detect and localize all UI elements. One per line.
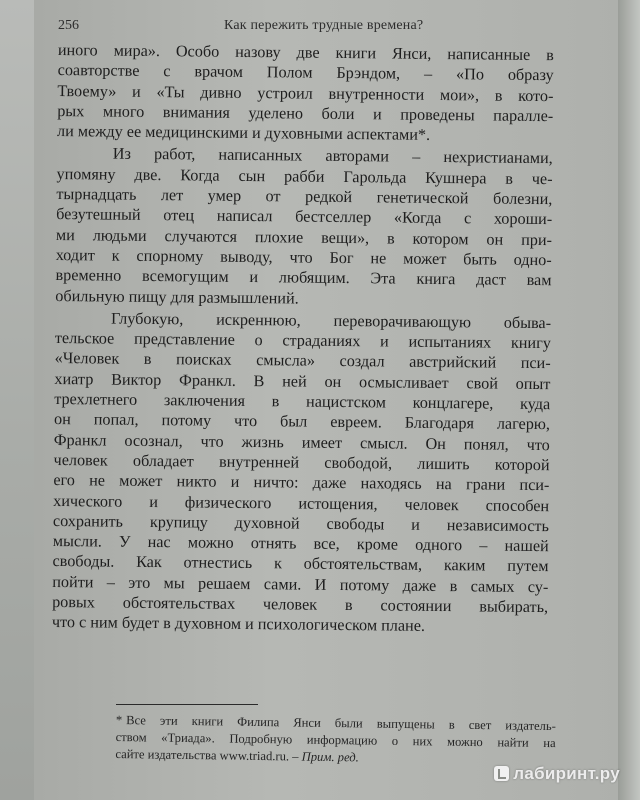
paragraph [55, 143, 553, 311]
paragraph [52, 308, 551, 638]
text-line: мысли. У нас можно отнять все, кроме одного – нашей [52, 532, 549, 556]
footnote-line: сайте издательства www.triad.ru. – [115, 746, 299, 764]
text-line: хического и физического истощения, человек способен [53, 491, 550, 515]
text-line: тырнадцать лет умер от редкой генетической болезни, [56, 185, 553, 209]
text-line: соавторстве с врачом Полом Брэндом, – «По образу [57, 61, 554, 85]
text-line: ми людьми случаются плохие вещи», в котором он при- [55, 225, 553, 249]
text-line: «Человек в поисках смысла» создал австрийский пси- [54, 349, 551, 373]
text-line: обильную пищу для размышлений. [55, 286, 299, 308]
text-line: ходит к спорному выводу, что Бог не может быть одно- [55, 245, 552, 270]
text-line: Франкл осознал, что жизнь имеет смысл. Он понял, что [53, 430, 550, 454]
text-line: трехлетнего заключения в нацистском концлагере, куда [54, 390, 551, 414]
body-text [52, 40, 554, 638]
text-line: сохранить крупицу духовной свободы и независимость [52, 511, 550, 535]
footnote-line: ством «Триада». Подробную информацию о них можно найти на [115, 729, 556, 751]
text-line: Твоему» и «Ты дивно устроил внутренности мои», в кото- [57, 81, 554, 105]
watermark-logo [494, 764, 620, 784]
running-title: Как пережить трудные времена? [224, 18, 424, 33]
text-line: упомяну две. Когда сын рабби Гарольда Кушнера в че- [56, 164, 553, 188]
footnote-separator [116, 704, 258, 705]
page-edge [618, 0, 640, 800]
text-line: ровых обстоятельствах человек в состоянии выбирать, [52, 592, 549, 617]
text-line: что с ним будет в духовном и психологическом плане. [51, 613, 426, 636]
text-line: его не может никто и ничто: даже находясь на грани пси- [53, 471, 550, 495]
paragraph [57, 40, 554, 147]
watermark-text: лабиринт.ру [513, 764, 620, 783]
text-line: Глубокую, искреннюю, переворачивающую обыва- [110, 309, 552, 333]
text-line: человек обладает внутренней свободой, лишить которой [53, 450, 550, 475]
text-line: он попал, потому что был евреем. Благодаря лагерю, [53, 410, 551, 434]
footnote-marker: * [115, 712, 123, 728]
text-line: ли между ее медицинскими и духовными аспектами*. [56, 122, 431, 145]
footnote [115, 712, 556, 769]
text-line: временно всемогущим и любящим. Эта книга даст вам [55, 266, 552, 290]
text-line: рых много внимания уделено боли и проведены паралле- [57, 101, 554, 126]
text-line: тельское представление о страданиях и испытаниях книгу [54, 329, 551, 353]
labirint-logo-icon [494, 766, 509, 781]
text-line: пойти – это мы решаем сами. И потому даже в самых су- [52, 572, 549, 596]
page-header [58, 14, 568, 38]
footnote-line: Все эти книги Филипа Янси были выпущены в свет издатель- [126, 713, 556, 734]
text-line: иного мира». Особо назову две книги Янси, написанные в [57, 40, 554, 65]
footnote-credit: Прим. ред. [301, 749, 359, 765]
page-number: 256 [58, 18, 79, 33]
text-line: Из работ, написанных авторами – нехристианами, [112, 145, 553, 168]
text-line: безутешный отец написал бестселлер «Когда с хороши- [56, 205, 553, 229]
text-line: свободы. Как отнестись к обстоятельствам, каким путем [52, 552, 549, 576]
text-line: хиатр Виктор Франкл. В ней он осмысливает свой опыт [54, 369, 551, 393]
